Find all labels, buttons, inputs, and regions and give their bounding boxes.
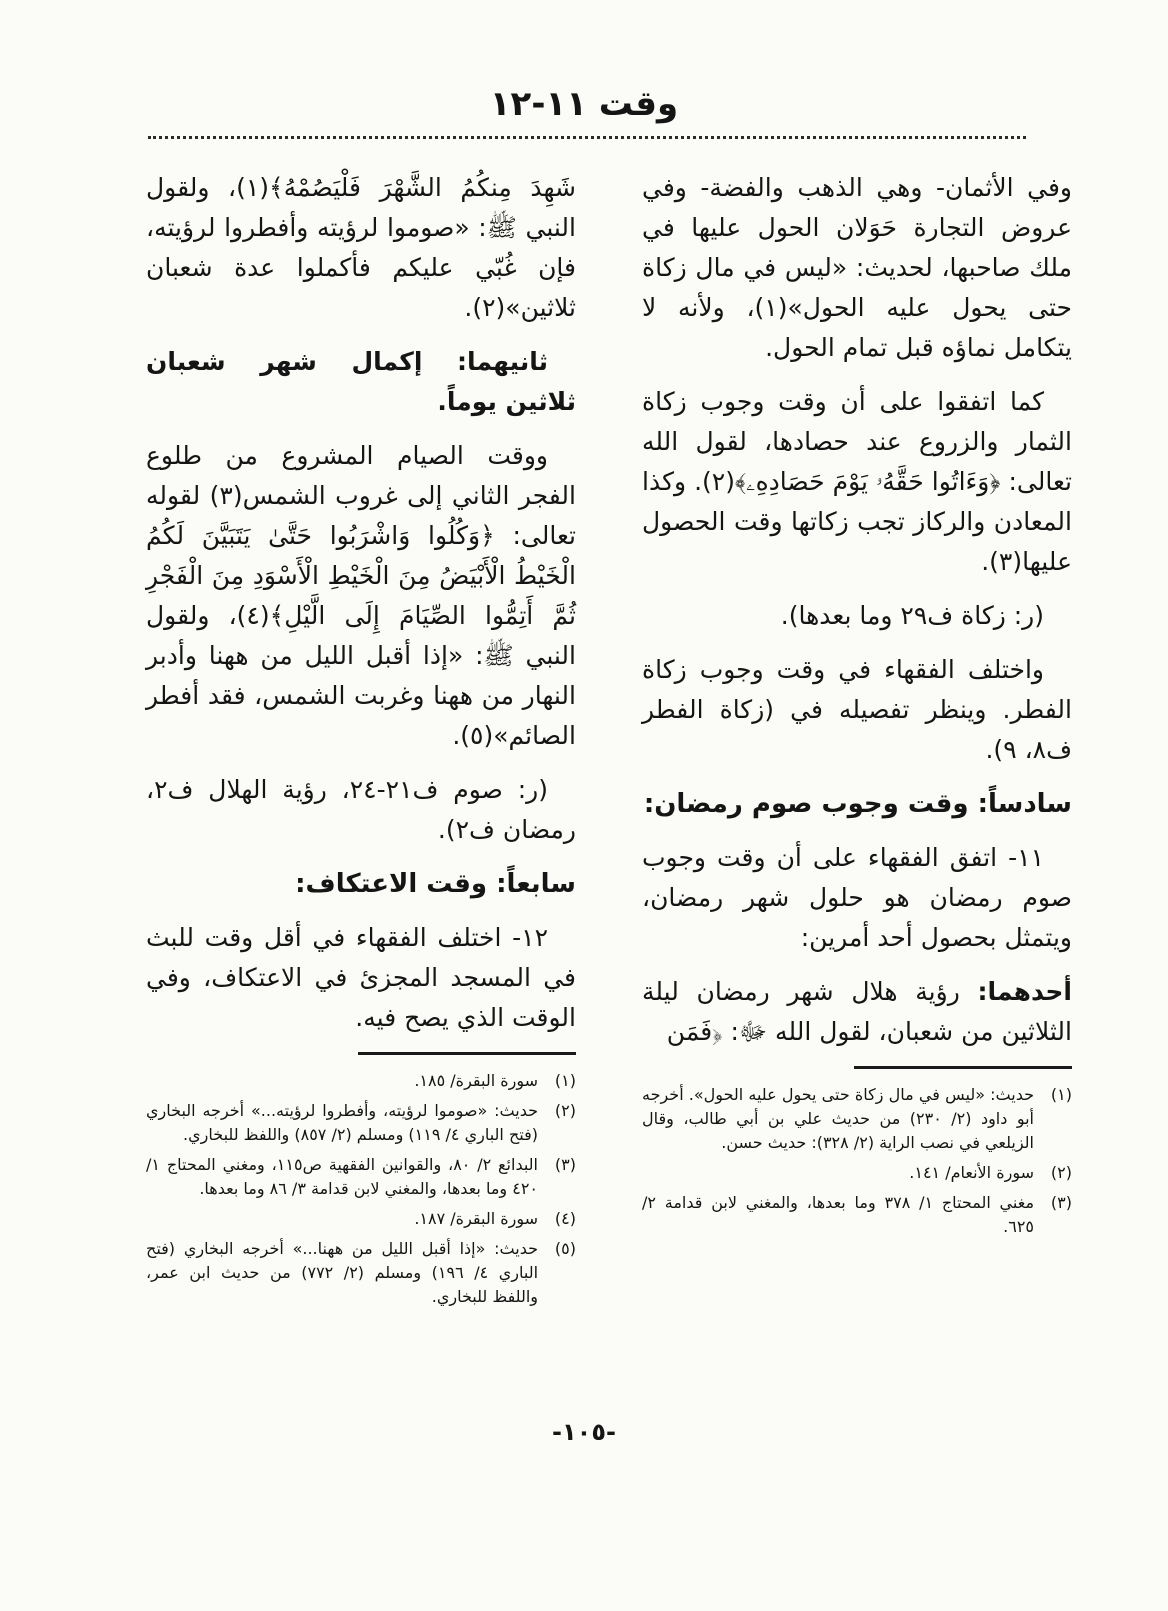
paragraph: ١١- اتفق الفقهاء على أن وقت وجوب صوم رمضان هو حلول شهر رمضان، ويتمثل بحصول أحد أمرين:	[642, 843, 1072, 952]
footnote-divider	[854, 1066, 1072, 1069]
paragraph: وفي الأثمان- وهي الذهب والفضة- وفي عروض التجارة حَوَلان الحول عليها في ملك صاحبها، لحديث: «ليس في مال زكاة حتى يحول عليه الحول»(١)، ولأنه لا يتكامل نماؤه قبل تمام الحول.	[642, 173, 1072, 362]
reference-note: (ر: صوم ف٢١-٢٤، رؤية الهلال ف٢، رمضان ف٢).	[146, 775, 576, 844]
paragraph: ووقت الصيام المشروع من طلوع الفجر الثاني إلى غروب الشمس(٣) لقوله تعالى: ﴿وَكُلُوا وَاشْرَبُوا حَتَّىٰ يَتَبَيَّنَ لَكُمُ الْخَيْطُ الْأَبْيَضُ مِنَ الْخَيْطِ الْأَسْوَدِ مِنَ الْفَجْرِ ثُمَّ أَتِمُّوا الصِّيَامَ إِلَى الَّيْلِ﴾(٤)، ولقول النبي ﷺ: «إذا أقبل الليل من ههنا وأدبر النهار من ههنا وغربت الشمس، فقد أفطر الصائم»(٥).	[146, 441, 577, 750]
first-text: رؤية هلال شهر رمضان ليلة الثلاثين من شعبان، لقول الله ﷻ: ﴿فَمَن	[642, 977, 1072, 1046]
footnote	[146, 1207, 576, 1231]
footnote-text: سورة الأنعام/ ١٤١.	[909, 1163, 1034, 1182]
footnote-number: (٢)	[554, 1101, 576, 1120]
footnote-text: حديث: «إذا أقبل الليل من ههنا...» أخرجه البخاري (فتح الباري ٤/ ١٩٦) ومسلم (٢/ ٧٧٢) من حديث ابن عمر، واللفظ للبخاري.	[146, 1239, 539, 1306]
footnote	[146, 1153, 576, 1201]
reference-note: (ر: زكاة ف٢٩ وما بعدها).	[780, 601, 1044, 630]
section-heading: سابعاً: وقت الاعتكاف:	[295, 869, 576, 899]
footnote-text: البدائع ٢/ ٨٠، والقوانين الفقهية ص١١٥، ومغني المحتاج ١/ ٤٢٠ وما بعدها، والمغني لابن قدامة ٣/ ٨٦ وما بعدها.	[146, 1155, 539, 1198]
paragraph: واختلف الفقهاء في وقت وجوب زكاة الفطر. وينظر تفصيله في (زكاة الفطر ف٨، ٩).	[642, 655, 1072, 764]
footnote-text: سورة البقرة/ ١٨٧.	[414, 1209, 538, 1228]
footnote-number: (٣)	[554, 1155, 576, 1174]
footnote	[642, 1161, 1072, 1185]
first-label: أحدهما:	[977, 977, 1072, 1006]
footnote-number: (٥)	[554, 1239, 576, 1258]
footnote-text: مغني المحتاج ١/ ٣٧٨ وما بعدها، والمغني لابن قدامة ٢/ ٦٢٥.	[642, 1193, 1035, 1236]
page-number: -١٠٥-	[552, 1418, 616, 1446]
header-dotted-divider	[148, 136, 1026, 139]
paragraph: شَهِدَ مِنكُمُ الشَّهْرَ فَلْيَصُمْهُ﴾(١)، ولقول النبي ﷺ: «صوموا لرؤيته وأفطروا لرؤيته، فإن غُبّي عليكم فأكملوا عدة شعبان ثلاثين»(٢).	[146, 173, 576, 322]
footnote-divider	[358, 1052, 576, 1055]
footnote	[642, 1083, 1072, 1155]
page-header	[0, 82, 1168, 126]
footnote	[146, 1069, 576, 1093]
paragraph: ثانيهما: إكمال شهر شعبان ثلاثين يوماً.	[146, 347, 576, 416]
footnote-text: حديث: «ليس في مال زكاة حتى يحول عليه الحول». أخرجه أبو داود (٢/ ٢٣٠) من حديث علي بن أبي طالب، وقال الزيلعي في نصب الراية (٢/ ٣٢٨): حديث حسن.	[642, 1085, 1034, 1152]
footnote	[642, 1191, 1072, 1239]
footnote	[146, 1099, 576, 1147]
footnote-text: سورة البقرة/ ١٨٥.	[414, 1071, 538, 1090]
page-title: وقت ١١-١٢	[489, 84, 679, 124]
footnote-number: (١)	[554, 1071, 576, 1090]
section-heading: سادساً: وقت وجوب صوم رمضان:	[643, 789, 1072, 819]
paragraph: كما اتفقوا على أن وقت وجوب زكاة الثمار والزروع عند حصادها، لقول الله تعالى: ﴿وَءَاتُوا حَقَّهُۥ يَوْمَ حَصَادِهِۦ﴾(٢). وكذا المعادن والركاز تجب زكاتها وقت الحصول عليها(٣).	[642, 387, 1072, 576]
paragraph: ١٢- اختلف الفقهاء في أقل وقت للبث في المسجد المجزئ في الاعتكاف، وفي الوقت الذي يصح فيه.	[146, 923, 576, 1032]
footnote	[146, 1237, 576, 1309]
paragraph	[642, 972, 1072, 1052]
left-column	[146, 168, 576, 1315]
right-column	[642, 168, 1072, 1245]
footnote-text: حديث: «صوموا لرؤيته، وأفطروا لرؤيته...» أخرجه البخاري (فتح الباري ٤/ ١١٩) ومسلم (٢/ ٨٥٧) واللفظ للبخاري.	[146, 1101, 538, 1144]
footnote-number: (٢)	[1050, 1163, 1072, 1182]
footnote-number: (١)	[1050, 1085, 1072, 1104]
footnote-number: (٤)	[554, 1209, 576, 1228]
footnote-number: (٣)	[1050, 1193, 1072, 1212]
